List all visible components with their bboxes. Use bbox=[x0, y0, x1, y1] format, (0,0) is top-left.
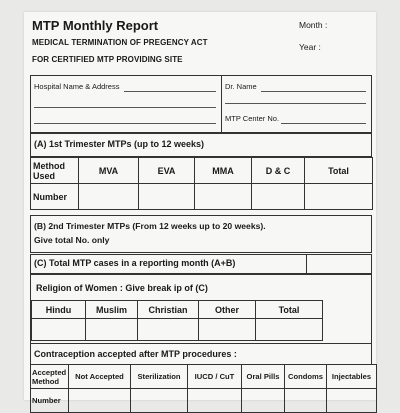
hospital-box-divider bbox=[221, 76, 222, 132]
oral-pills-cell[interactable] bbox=[242, 389, 285, 413]
dc-number-cell[interactable] bbox=[252, 184, 305, 210]
col-header-iucd: IUCD / CuT bbox=[188, 365, 242, 389]
section-b-line-2: Give total No. only bbox=[34, 235, 110, 245]
total-number-cell[interactable] bbox=[305, 184, 373, 210]
eva-number-cell[interactable] bbox=[139, 184, 195, 210]
report-header bbox=[32, 18, 370, 74]
contraception-number-label: Number bbox=[31, 389, 69, 413]
dr-name-line[interactable] bbox=[261, 91, 366, 92]
method-used-header: Method Used bbox=[31, 158, 79, 184]
hospital-name-line[interactable] bbox=[124, 91, 216, 92]
col-header-muslim: Muslim bbox=[86, 301, 138, 319]
col-header-total: Total bbox=[305, 158, 373, 184]
dr-name-label: Dr. Name bbox=[225, 82, 257, 91]
hospital-info-box bbox=[30, 75, 372, 133]
mva-number-cell[interactable] bbox=[79, 184, 139, 210]
contraception-title: Contraception accepted after MTP procedures : bbox=[34, 349, 237, 359]
religion-table bbox=[31, 300, 323, 341]
section-b-line-1: (B) 2nd Trimester MTPs (From 12 weeks up to 20 weeks). bbox=[34, 221, 266, 231]
col-header-mva: MVA bbox=[79, 158, 139, 184]
hospital-address-line-2[interactable] bbox=[34, 123, 216, 124]
contraception-table bbox=[30, 364, 377, 413]
center-no-line[interactable] bbox=[281, 123, 366, 124]
condoms-cell[interactable] bbox=[285, 389, 327, 413]
col-header-hindu: Hindu bbox=[32, 301, 86, 319]
section-b-box bbox=[30, 215, 372, 253]
col-header-not-accepted: Not Accepted bbox=[69, 365, 131, 389]
section-a-title-box bbox=[30, 133, 372, 157]
col-header-other: Other bbox=[199, 301, 256, 319]
hospital-name-address-label: Hospital Name & Address bbox=[34, 82, 120, 91]
col-header-dc: D & C bbox=[252, 158, 305, 184]
iucd-cell[interactable] bbox=[188, 389, 242, 413]
act-subtitle: MEDICAL TERMINATION OF PREGENCY ACT bbox=[32, 38, 208, 47]
mma-number-cell[interactable] bbox=[195, 184, 252, 210]
month-label: Month : bbox=[299, 20, 328, 30]
contraception-title-box bbox=[30, 343, 372, 365]
section-c-title: (C) Total MTP cases in a reporting month (A+B) bbox=[34, 258, 236, 268]
col-header-oral-pills: Oral Pills bbox=[242, 365, 285, 389]
center-no-label: MTP Center No. bbox=[225, 114, 280, 123]
dr-name-line-2[interactable] bbox=[225, 103, 366, 104]
section-c-value-cell[interactable] bbox=[307, 255, 370, 271]
site-subtitle: FOR CERTIFIED MTP PROVIDING SITE bbox=[32, 55, 183, 64]
muslim-cell[interactable] bbox=[86, 319, 138, 341]
religion-total-cell[interactable] bbox=[256, 319, 323, 341]
report-page bbox=[24, 12, 376, 405]
section-a-table bbox=[30, 157, 373, 210]
religion-title: Religion of Women : Give break ip of (C) bbox=[36, 283, 208, 293]
sterilization-cell[interactable] bbox=[131, 389, 188, 413]
not-accepted-cell[interactable] bbox=[69, 389, 131, 413]
hindu-cell[interactable] bbox=[32, 319, 86, 341]
col-header-condoms: Condoms bbox=[285, 365, 327, 389]
other-cell[interactable] bbox=[199, 319, 256, 341]
section-c-box bbox=[30, 254, 372, 274]
col-header-sterilization: Sterilization bbox=[131, 365, 188, 389]
col-header-mma: MMA bbox=[195, 158, 252, 184]
number-row-label: Number bbox=[31, 184, 79, 210]
injectables-cell[interactable] bbox=[327, 389, 377, 413]
christian-cell[interactable] bbox=[138, 319, 199, 341]
accepted-method-header: Accepted Method bbox=[31, 365, 69, 389]
col-header-religion-total: Total bbox=[256, 301, 323, 319]
col-header-injectables: Injectables bbox=[327, 365, 377, 389]
col-header-eva: EVA bbox=[139, 158, 195, 184]
report-title: MTP Monthly Report bbox=[32, 18, 159, 33]
hospital-address-line-1[interactable] bbox=[34, 107, 216, 108]
year-label: Year : bbox=[299, 42, 321, 52]
col-header-christian: Christian bbox=[138, 301, 199, 319]
section-a-title: (A) 1st Trimester MTPs (up to 12 weeks) bbox=[34, 139, 205, 149]
